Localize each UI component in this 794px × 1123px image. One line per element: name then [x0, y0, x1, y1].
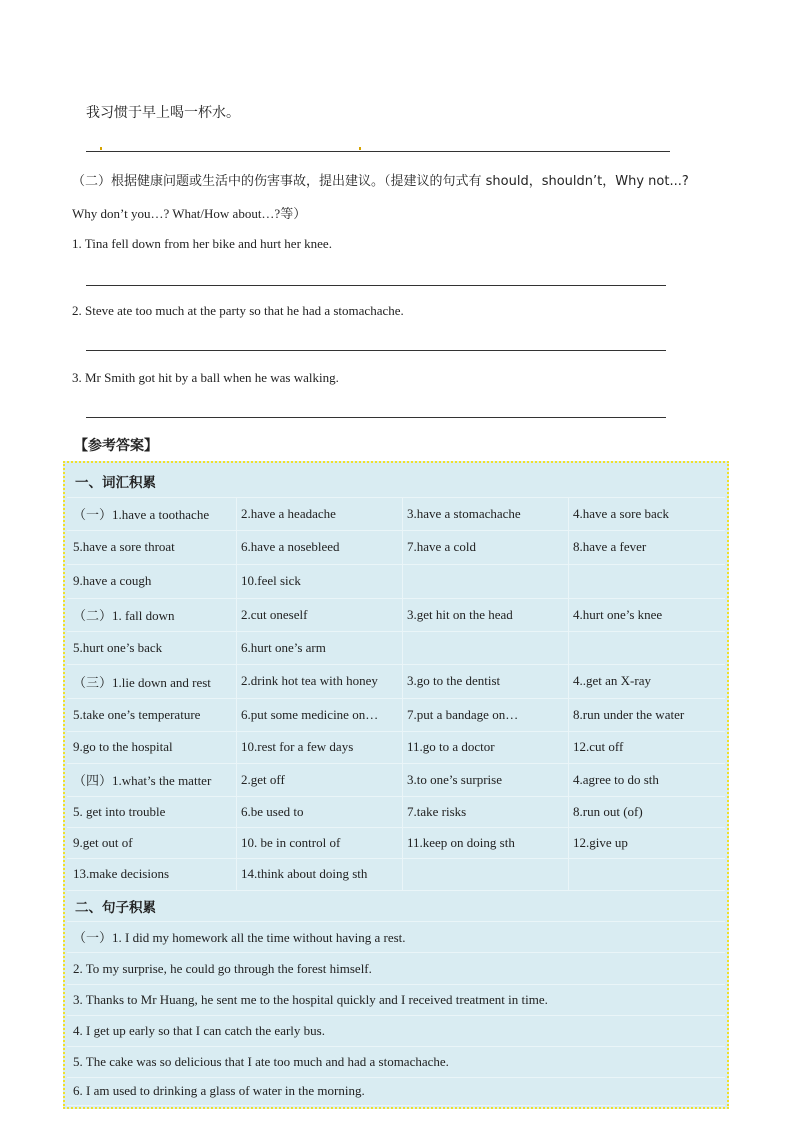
vocab-cell: 14.think about doing sth	[236, 858, 402, 890]
vocab-cell: 3.go to the dentist	[402, 664, 568, 698]
answer-title: 【参考答案】	[74, 438, 158, 454]
vocab-cell: 5.take one’s temperature	[73, 706, 201, 722]
vocab-cell: 2.get off	[236, 763, 402, 796]
vocab-cell: 5.have a sore throat	[73, 539, 175, 554]
answer-line	[86, 151, 670, 152]
vocab-row	[67, 796, 725, 828]
vocab-cell	[402, 564, 568, 598]
vocab-heading-row	[67, 465, 725, 498]
sentence-text: 4. I get up early so that I can catch the early bus.	[73, 1022, 325, 1038]
vocab-cell: 6.hurt one’s arm	[236, 631, 402, 664]
vocab-cell: 8.have a fever	[568, 530, 729, 564]
marker	[100, 147, 102, 150]
vocab-row	[67, 698, 725, 732]
vocab-cell: 6.be used to	[236, 796, 402, 827]
vocab-cell: 3.have a stomachache	[402, 497, 568, 530]
vocab-row	[67, 731, 725, 764]
vocab-cell: 10.rest for a few days	[236, 731, 402, 763]
sentence-text: 6. I am used to drinking a glass of water in the morning.	[73, 1083, 365, 1098]
vocab-row	[67, 631, 725, 665]
vocab-cell: （四）1.what’s the matter	[73, 773, 212, 788]
vocab-row	[67, 827, 725, 859]
sentence-heading-row	[67, 890, 725, 922]
vocab-cell: 5.hurt one’s back	[73, 639, 163, 655]
sentence-text: 5. The cake was so delicious that I ate too much and had a stomachache.	[73, 1053, 449, 1069]
vocab-cell: 9.go to the hospital	[73, 739, 173, 754]
answer-line	[86, 285, 666, 286]
vocab-cell: 3.to one’s surprise	[402, 763, 568, 796]
vocab-cell: 5. get into trouble	[73, 803, 166, 819]
sentence-heading: 二、句子积累	[75, 899, 156, 916]
question-2: 2. Steve ate too much at the party so that he had a stomachache.	[72, 303, 404, 318]
vocab-cell: 6.have a nosebleed	[236, 530, 402, 564]
vocab-cell: 8.run out (of)	[568, 796, 729, 827]
vocab-cell: 4.hurt one’s knee	[568, 598, 729, 631]
vocab-row	[67, 763, 725, 797]
vocab-cell: 10.feel sick	[236, 564, 402, 598]
sentence-row	[67, 1077, 725, 1106]
vocab-row	[67, 497, 725, 531]
vocab-cell: （三）1.lie down and rest	[73, 674, 211, 690]
vocab-cell: 4.have a sore back	[568, 497, 729, 530]
intro-sentence: 我习惯于早上喝一杯水。	[86, 105, 240, 121]
vocab-cell	[568, 858, 729, 890]
part-two-instruction-cont: Why don’t you…? What/How about…?等）	[72, 206, 307, 221]
vocab-cell: 12.give up	[568, 827, 729, 858]
vocab-cell: 7.have a cold	[402, 530, 568, 564]
answer-line	[86, 350, 666, 351]
vocab-cell: 9.have a cough	[73, 573, 152, 588]
answer-line	[86, 417, 666, 418]
sentence-row	[67, 1015, 725, 1047]
vocab-row	[67, 598, 725, 632]
sentence-text: 2. To my surprise, he could go through the forest himself.	[73, 960, 372, 976]
vocab-cell: 7.take risks	[402, 796, 568, 827]
vocab-cell: 2.have a headache	[236, 497, 402, 530]
vocab-cell	[568, 564, 729, 598]
vocab-cell: 11.keep on doing sth	[402, 827, 568, 858]
question-1: 1. Tina fell down from her bike and hurt her knee.	[72, 236, 332, 251]
vocab-row	[67, 858, 725, 891]
vocab-cell	[402, 631, 568, 664]
vocab-cell: 9.get out of	[73, 834, 133, 850]
vocab-cell: 2.drink hot tea with honey	[236, 664, 402, 698]
vocab-cell: 12.cut off	[568, 731, 729, 763]
vocab-row	[67, 664, 725, 699]
sentence-row	[67, 984, 725, 1016]
answer-box	[63, 461, 729, 1109]
sentence-row	[67, 921, 725, 953]
vocab-heading: 一、词汇积累	[75, 475, 156, 491]
vocab-cell: 2.cut oneself	[236, 598, 402, 631]
vocab-cell: 4..get an X-ray	[568, 664, 729, 698]
vocab-cell: 10. be in control of	[236, 827, 402, 858]
vocab-cell: （一）1.have a toothache	[73, 507, 210, 522]
vocab-cell: 4.agree to do sth	[568, 763, 729, 796]
sentence-row	[67, 1046, 725, 1078]
vocab-cell: 8.run under the water	[568, 698, 729, 731]
vocab-cell	[568, 631, 729, 664]
vocab-cell: 3.get hit on the head	[402, 598, 568, 631]
vocab-cell: 7.put a bandage on…	[402, 698, 568, 731]
sentence-row	[67, 953, 725, 985]
question-3: 3. Mr Smith got hit by a ball when he was walking.	[72, 370, 339, 385]
vocab-row	[67, 564, 725, 599]
vocab-row	[67, 530, 725, 565]
vocab-cell	[402, 858, 568, 890]
vocab-cell: 6.put some medicine on…	[236, 698, 402, 731]
sentence-text: 3. Thanks to Mr Huang, he sent me to the hospital quickly and I received treatment in time.	[73, 991, 548, 1007]
marker	[359, 147, 361, 150]
vocab-cell: 11.go to a doctor	[402, 731, 568, 763]
vocab-cell: 13.make decisions	[73, 866, 170, 881]
sentence-text: （一）1. I did my homework all the time without having a rest.	[73, 930, 406, 945]
part-two-instruction: （二）根据健康问题或生活中的伤害事故，提出建议。（提建议的句式有 should，shouldn’t，Why not...?	[72, 174, 689, 189]
vocab-cell: （二）1. fall down	[73, 608, 175, 623]
